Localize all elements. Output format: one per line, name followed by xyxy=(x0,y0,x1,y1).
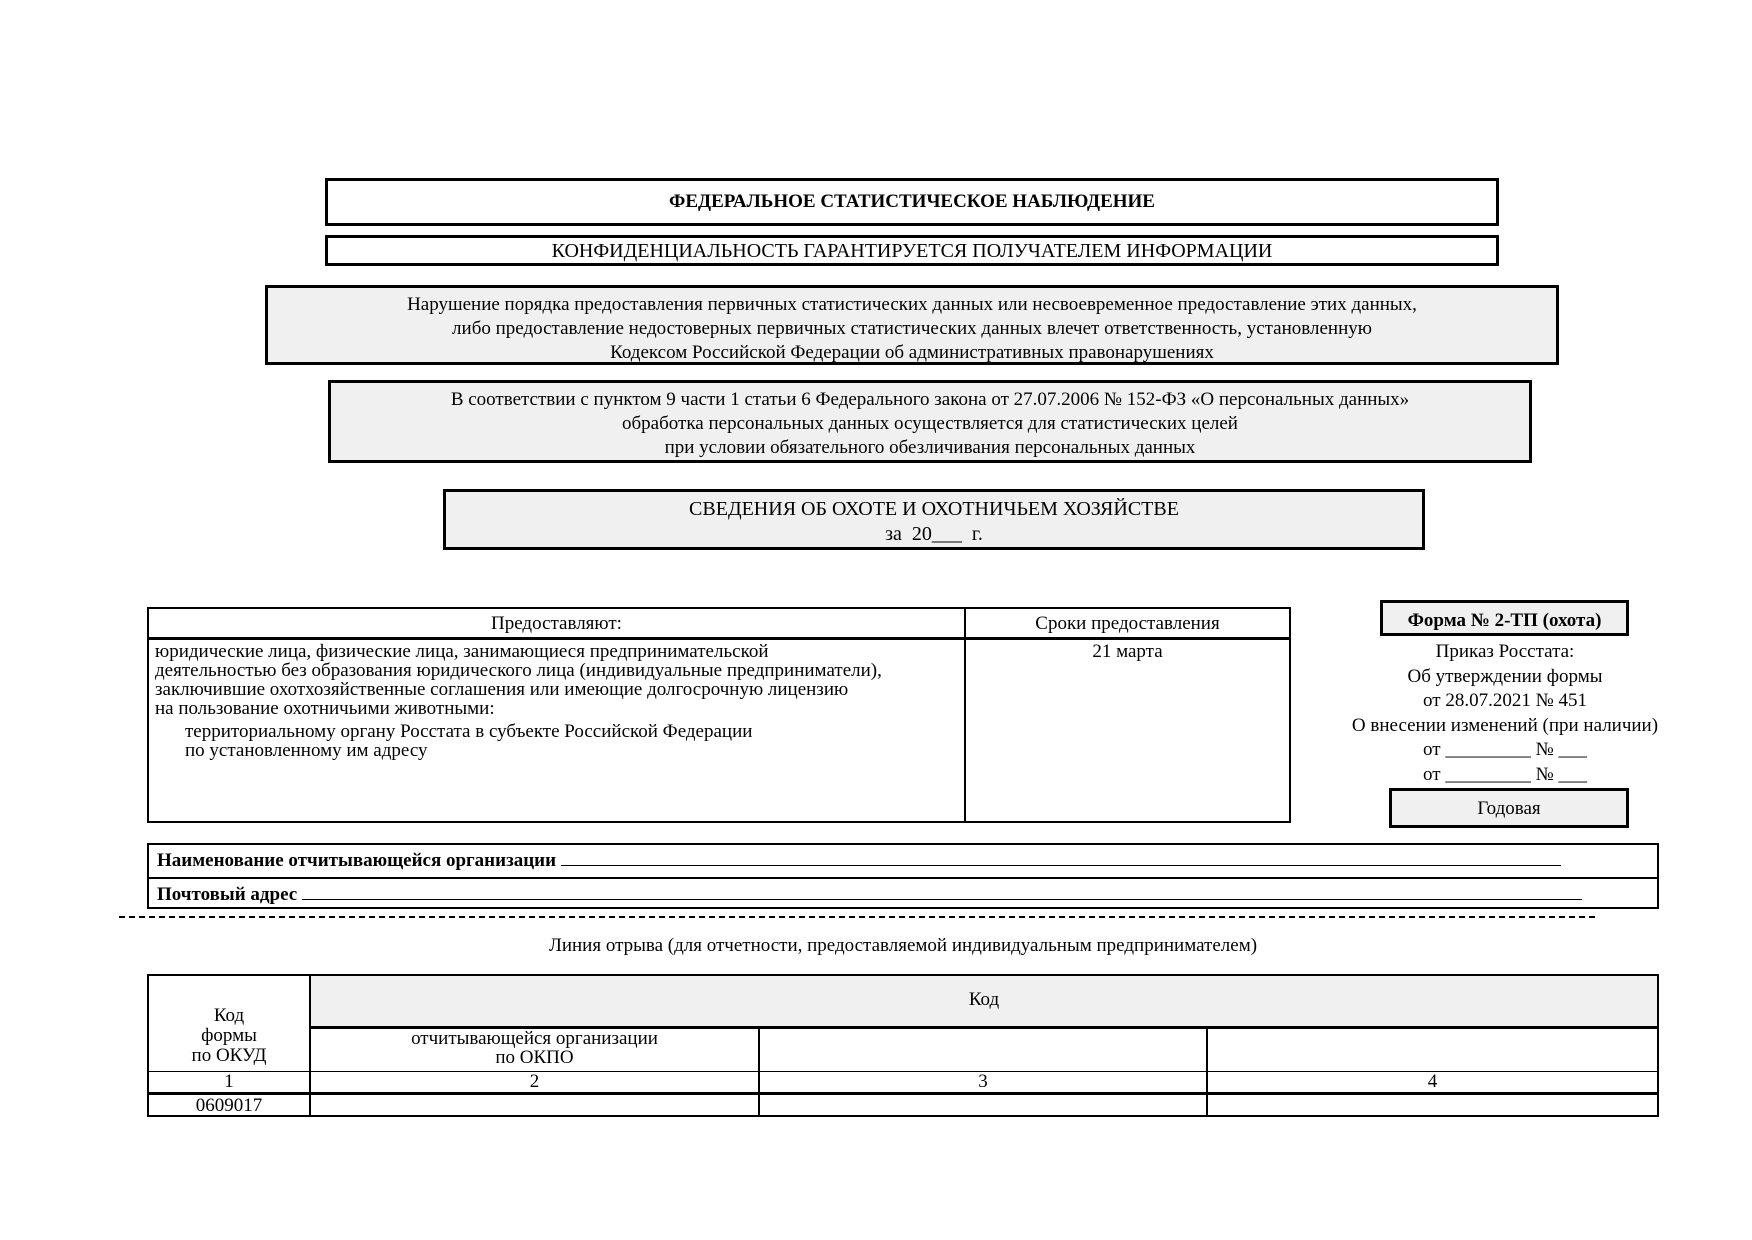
tear-line xyxy=(119,916,1595,918)
order-line: Об утверждении формы xyxy=(1407,665,1603,687)
organization-name-label: Наименование отчитывающейся организации xyxy=(157,850,557,871)
code-field-4[interactable] xyxy=(1208,1094,1657,1115)
warning-line: Нарушение порядка предоставления первичных статистических данных или несвоевременное предоставление этих данных, xyxy=(407,294,1417,315)
submitters-line: на пользование охотничьими животными: xyxy=(155,698,495,719)
report-title-main: СВЕДЕНИЯ ОБ ОХОТЕ И ОХОТНИЧЬЕМ ХОЗЯЙСТВЕ xyxy=(689,498,1179,520)
order-line: О внесении изменений (при наличии) xyxy=(1351,714,1659,736)
column-number: 1 xyxy=(224,1071,234,1092)
organization-name-field[interactable] xyxy=(561,845,1561,866)
personal-data-line: обработка персональных данных осуществляется для статистических целей xyxy=(622,413,1238,434)
column-number: 4 xyxy=(1427,1071,1438,1092)
report-title xyxy=(443,489,1425,550)
postal-address-label: Почтовый адрес xyxy=(157,884,298,905)
okpo-column-header: отчитывающейся организации по ОКПО xyxy=(411,1028,658,1068)
order-line: от 28.07.2021 № 451 xyxy=(1423,690,1587,711)
okpo-code-field[interactable] xyxy=(311,1094,758,1115)
personal-data-line: В соответствии с пунктом 9 части 1 статьи 6 Федерального закона от 27.07.2006 № 152-ФЗ «О персональных данных» xyxy=(450,389,1410,410)
federal-observation-header: ФЕДЕРАЛЬНОЕ СТАТИСТИЧЕСКОЕ НАБЛЮДЕНИЕ xyxy=(325,178,1499,226)
submitters-column-header: Предоставляют: xyxy=(491,613,622,634)
recipient-block xyxy=(155,722,960,760)
code-group-header: Код xyxy=(311,976,1657,1029)
deadline-value: 21 марта xyxy=(1092,641,1163,662)
personal-data-notice xyxy=(328,380,1532,463)
order-info xyxy=(1320,640,1690,787)
tear-line-label: Линия отрыва (для отчетности, предоставляемой индивидуальным предпринимателем) xyxy=(548,935,1258,956)
submission-table xyxy=(147,607,1291,823)
order-line: от _________ № ___ xyxy=(1423,763,1587,785)
postal-address-field[interactable] xyxy=(302,879,1582,900)
column-number: 2 xyxy=(529,1071,540,1092)
organization-box xyxy=(147,843,1659,909)
recipient-line: по установленному им адресу xyxy=(185,740,428,761)
submitters-line: деятельностью без образования юридического лица (индивидуальные предприниматели), xyxy=(155,660,882,681)
periodicity-badge: Годовая xyxy=(1389,788,1629,828)
form-number: Форма № 2-ТП (охота) xyxy=(1380,600,1629,636)
postal-address-row[interactable] xyxy=(157,879,1657,911)
personal-data-line: при условии обязательного обезличивания персональных данных xyxy=(664,437,1196,458)
liability-warning xyxy=(265,285,1559,365)
submitters-line: юридические лица, физические лица, занимающиеся предпринимательской xyxy=(155,641,769,662)
submitters-line: заключившие охотхозяйственные соглашения или имеющие долгосрочную лицензию xyxy=(155,679,849,700)
column-number: 3 xyxy=(978,1071,988,1092)
code-field-3[interactable] xyxy=(760,1094,1206,1115)
organization-name-row[interactable] xyxy=(157,845,1657,877)
okud-column-header: Код формы по ОКУД xyxy=(191,1005,267,1066)
warning-line: либо предоставление недостоверных первичных статистических данных влечет ответственность, установленную xyxy=(452,318,1372,339)
recipient-line: территориальному органу Росстата в субъекте Российской Федерации xyxy=(185,721,753,742)
submitters-description xyxy=(155,642,960,760)
report-year-line: за 20___ г. xyxy=(885,523,983,545)
confidentiality-header: КОНФИДЕНЦИАЛЬНОСТЬ ГАРАНТИРУЕТСЯ ПОЛУЧАТЕЛЕМ ИНФОРМАЦИИ xyxy=(325,235,1499,266)
warning-line: Кодексом Российской Федерации об административных правонарушениях xyxy=(610,342,1214,363)
order-line: Приказ Росстата: xyxy=(1435,641,1575,662)
deadline-column-header: Сроки предоставления xyxy=(1035,613,1220,634)
code-table xyxy=(147,974,1659,1117)
okud-code-value: 0609017 xyxy=(195,1095,263,1116)
order-line: от _________ № ___ xyxy=(1423,739,1587,760)
